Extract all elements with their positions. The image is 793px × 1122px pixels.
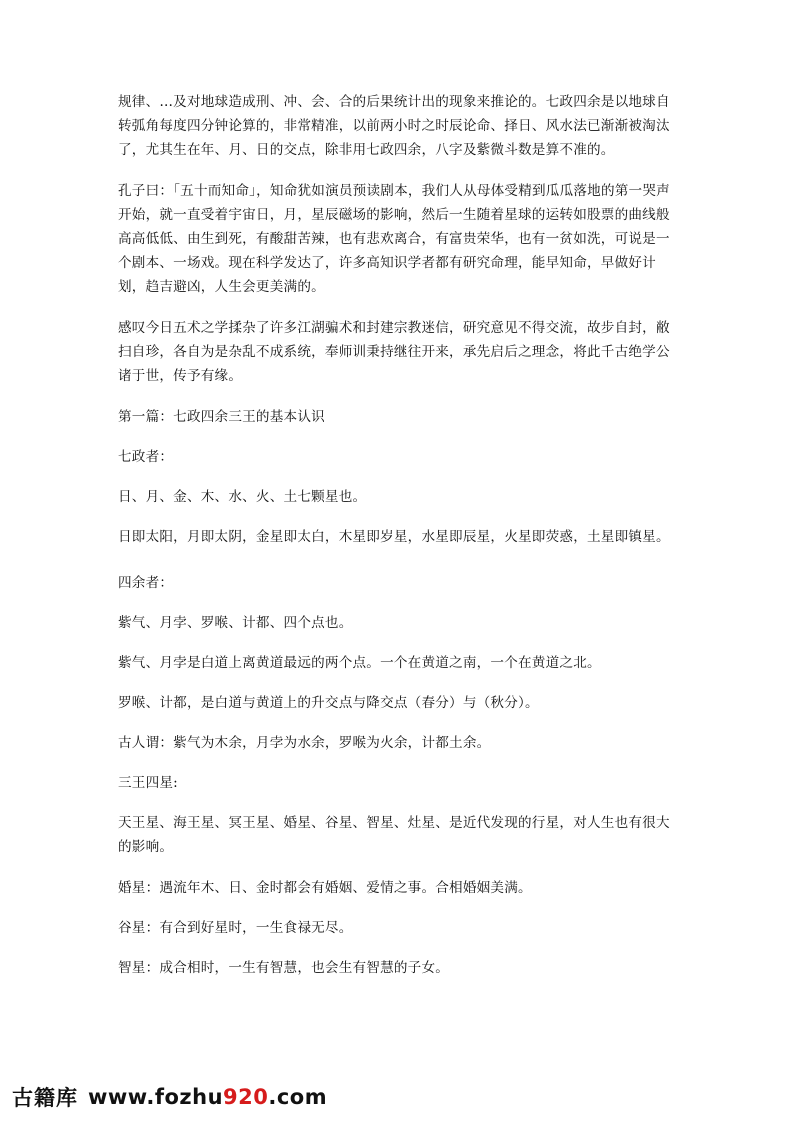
site-url[interactable] (88, 1085, 327, 1109)
site-url-number: 920 (223, 1085, 269, 1109)
site-name: 古籍库 (12, 1086, 78, 1110)
paragraph-modern-planets: 天王星、海王星、冥王星、婚星、谷星、智星、灶星、是近代发现的行星，对人生也有很大的影响。 (118, 815, 670, 855)
paragraph-intro: 规律、…及对地球造成刑、冲、会、合的后果统计出的现象来推论的。七政四余是以地球自转弧角每度四分钟论算的，非常精准，以前两小时之时辰论命、择日、风水法已渐渐被淘汰了，尤其生在年、月、日的交点，除非用七政四余，八字及紫微斗数是算不准的。 (118, 94, 670, 158)
section-heading-three-kings: 三王四星: (118, 775, 178, 791)
paragraph-four-points: 紫气、月孛、罗喉、计都、四个点也。 (118, 615, 353, 631)
paragraph-ancients-say: 古人谓：紫气为木余，月孛为水余，罗喉为火余，计都土余。 (118, 735, 491, 751)
paragraph-seven-stars: 日、月、金、木、水、火、土七颗星也。 (118, 489, 367, 505)
watermark-footer (12, 1081, 327, 1113)
paragraph-confucius: 孔子曰：「五十而知命」，知命犹如演员预读剧本，我们人从母体受精到瓜瓜落地的第一哭声开始，就一直受着宇宙日，月，星辰磁场的影响，然后一生随着星球的运转如股票的曲线般高高低低、由生到死，有酸甜苦辣，也有悲欢离合，有富贵荣华，也有一贫如洗，可说是一个剧本、一场戏。现在科学发达了，许多高知识学者都有研究命理，能早知命，早做好计划，趋吉避凶，人生会更美满的。 (118, 183, 670, 295)
paragraph-star-aliases: 日即太阳，月即太阴，金星即太白，木星即岁星，水星即辰星，火星即荧惑，土星即镇星。 (118, 529, 670, 545)
site-url-prefix: www.fozhu (88, 1085, 224, 1109)
paragraph-marriage-star: 婚星：遇流年木、日、金时都会有婚姻、爱情之事。合相婚姻美满。 (118, 880, 532, 896)
paragraph-grain-star: 谷星：有合到好星时，一生食禄无尽。 (118, 920, 353, 936)
paragraph-luohou-jidu: 罗喉、计都，是白道与黄道上的升交点与降交点（春分）与（秋分）。 (118, 695, 539, 711)
paragraph-lament: 感叹今日五术之学揉杂了许多江湖骗术和封建宗教迷信，研究意见不得交流，故步自封，敝扫自珍，各自为是杂乱不成系统，奉师训秉持继往开来，承先启后之理念，将此千古绝学公诸于世，传予有缘。 (118, 320, 670, 384)
site-url-suffix: .com (268, 1085, 328, 1109)
section-heading-four-remainders: 四余者： (118, 575, 174, 591)
section-heading-seven-governors: 七政者： (118, 449, 174, 465)
document-body (118, 90, 678, 996)
paragraph-ziqi-yuebei: 紫气、月孛是白道上离黄道最远的两个点。一个在黄道之南，一个在黄道之北。 (118, 655, 601, 671)
paragraph-wisdom-star: 智星：成合相时，一生有智慧，也会生有智慧的子女。 (118, 960, 450, 976)
chapter-heading: 第一篇：七政四余三王的基本认识 (118, 409, 325, 425)
